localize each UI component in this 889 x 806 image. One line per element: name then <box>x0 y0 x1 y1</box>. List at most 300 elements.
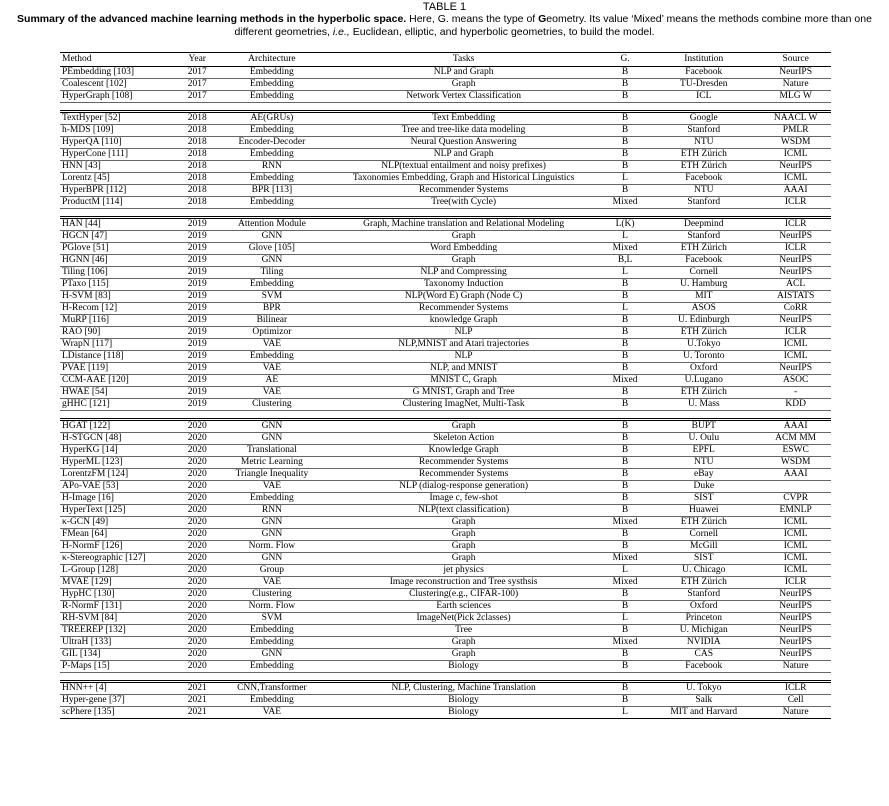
cell-tasks: Taxonomy Induction <box>324 279 603 291</box>
cell-source: ICML <box>760 517 831 529</box>
group-separator <box>60 103 831 112</box>
cell-source <box>760 481 831 493</box>
cell-architecture: Embedding <box>219 149 324 161</box>
cell-year: 2019 <box>175 218 219 231</box>
cell-geometry: B <box>603 279 647 291</box>
cell-institution: Cornell <box>647 529 760 541</box>
caption-part-2: eometry. Its value ‘Mixed’ means the methods combine more than one different geometries, <box>234 13 872 38</box>
cell-architecture: AE(GRUs) <box>219 112 324 125</box>
cell-year: 2019 <box>175 267 219 279</box>
cell-institution: Duke <box>647 481 760 493</box>
cell-geometry: L <box>603 565 647 577</box>
cell-institution: Facebook <box>647 661 760 673</box>
cell-tasks: NLP(text classification) <box>324 505 603 517</box>
cell-year: 2021 <box>175 707 219 719</box>
cell-year: 2020 <box>175 577 219 589</box>
cell-source: KDD <box>760 399 831 411</box>
cell-architecture: Embedding <box>219 661 324 673</box>
cell-institution: U.Tokyo <box>647 339 760 351</box>
cell-method: HyperBPR [112] <box>60 185 175 197</box>
cell-source: ICML <box>760 529 831 541</box>
cell-source: AISTATS <box>760 291 831 303</box>
table-row <box>60 481 831 493</box>
table-row <box>60 363 831 375</box>
cell-source: NeurIPS <box>760 267 831 279</box>
cell-method: HyperGraph [108] <box>60 91 175 103</box>
cell-source: ASOC <box>760 375 831 387</box>
cell-year: 2020 <box>175 517 219 529</box>
cell-institution: U. Toronto <box>647 351 760 363</box>
table-row <box>60 399 831 411</box>
cell-year: 2019 <box>175 291 219 303</box>
cell-geometry: B <box>603 420 647 433</box>
table-row <box>60 112 831 125</box>
table-row <box>60 173 831 185</box>
cell-tasks: Text Embedding <box>324 112 603 125</box>
separator-rule <box>60 673 831 682</box>
table-row <box>60 625 831 637</box>
cell-method: HGCN [47] <box>60 231 175 243</box>
cell-year: 2019 <box>175 327 219 339</box>
cell-institution: ICL <box>647 91 760 103</box>
cell-architecture: Embedding <box>219 695 324 707</box>
cell-architecture: Translational <box>219 445 324 457</box>
cell-method: H-SVM [83] <box>60 291 175 303</box>
cell-tasks: Clustering(e.g., CIFAR-100) <box>324 589 603 601</box>
cell-method: scPhere [135] <box>60 707 175 719</box>
cell-institution: EPFL <box>647 445 760 457</box>
cell-geometry: B <box>603 79 647 91</box>
cell-geometry: B <box>603 149 647 161</box>
cell-source: ICLR <box>760 577 831 589</box>
cell-method: HNN [43] <box>60 161 175 173</box>
cell-year: 2019 <box>175 315 219 327</box>
table-caption <box>0 0 889 39</box>
cell-institution: U.Lugano <box>647 375 760 387</box>
cell-source: NeurIPS <box>760 161 831 173</box>
cell-source: Cell <box>760 695 831 707</box>
table-row <box>60 267 831 279</box>
cell-method: P-Maps [15] <box>60 661 175 673</box>
cell-method: FMean [64] <box>60 529 175 541</box>
cell-method: LDistance [118] <box>60 351 175 363</box>
cell-year: 2020 <box>175 529 219 541</box>
cell-architecture: GNN <box>219 420 324 433</box>
cell-year: 2017 <box>175 91 219 103</box>
cell-source: NAACL W <box>760 112 831 125</box>
separator-rule <box>60 411 831 420</box>
cell-geometry: B <box>603 505 647 517</box>
table-row <box>60 218 831 231</box>
cell-geometry: B <box>603 399 647 411</box>
table-row <box>60 601 831 613</box>
cell-source: ACL <box>760 279 831 291</box>
cell-year: 2019 <box>175 375 219 387</box>
cell-tasks: NLP and Compressing <box>324 267 603 279</box>
cell-tasks: Recommender Systems <box>324 469 603 481</box>
cell-year: 2020 <box>175 565 219 577</box>
table-row <box>60 137 831 149</box>
cell-method: GIL [134] <box>60 649 175 661</box>
cell-institution: U. Edinburgh <box>647 315 760 327</box>
cell-year: 2018 <box>175 112 219 125</box>
cell-geometry: B <box>603 315 647 327</box>
cell-tasks: Graph <box>324 637 603 649</box>
cell-year: 2021 <box>175 695 219 707</box>
cell-year: 2020 <box>175 589 219 601</box>
cell-source: ACM MM <box>760 433 831 445</box>
cell-tasks: Graph <box>324 79 603 91</box>
cell-geometry: L <box>603 303 647 315</box>
table-row <box>60 303 831 315</box>
cell-geometry: B <box>603 601 647 613</box>
cell-year: 2017 <box>175 67 219 79</box>
cell-geometry: B <box>603 339 647 351</box>
table-row <box>60 279 831 291</box>
cell-institution: Facebook <box>647 67 760 79</box>
group-separator <box>60 411 831 420</box>
table-row <box>60 469 831 481</box>
cell-architecture: GNN <box>219 255 324 267</box>
cell-tasks: Graph <box>324 231 603 243</box>
table-row <box>60 505 831 517</box>
cell-method: APo-VAE [53] <box>60 481 175 493</box>
table-row <box>60 243 831 255</box>
cell-method: H-Recom [12] <box>60 303 175 315</box>
cell-institution: Stanford <box>647 197 760 209</box>
cell-year: 2020 <box>175 637 219 649</box>
table-row <box>60 553 831 565</box>
cell-architecture: AE <box>219 375 324 387</box>
cell-tasks: Tree and tree-like data modeling <box>324 125 603 137</box>
table-row <box>60 351 831 363</box>
cell-geometry: B <box>603 661 647 673</box>
cell-geometry: B <box>603 695 647 707</box>
cell-geometry: B <box>603 493 647 505</box>
cell-architecture: BPR <box>219 303 324 315</box>
cell-institution: CAS <box>647 649 760 661</box>
cell-tasks: jet physics <box>324 565 603 577</box>
cell-tasks: NLP (dialog-response generation) <box>324 481 603 493</box>
cell-architecture: Clustering <box>219 589 324 601</box>
cell-institution: Stanford <box>647 231 760 243</box>
cell-tasks: Recommender Systems <box>324 185 603 197</box>
cell-architecture: VAE <box>219 577 324 589</box>
cell-architecture: Embedding <box>219 493 324 505</box>
cell-source: Nature <box>760 79 831 91</box>
cell-institution: ETH Zürich <box>647 327 760 339</box>
cell-source: CoRR <box>760 303 831 315</box>
header-method: Method <box>60 53 175 67</box>
cell-method: HWAE [54] <box>60 387 175 399</box>
cell-method: PVAE [119] <box>60 363 175 375</box>
cell-method: h-MDS [109] <box>60 125 175 137</box>
cell-source: ICLR <box>760 243 831 255</box>
cell-year: 2018 <box>175 149 219 161</box>
cell-year: 2017 <box>175 79 219 91</box>
cell-institution: Facebook <box>647 173 760 185</box>
cell-institution: Oxford <box>647 601 760 613</box>
cell-method: R-NormF [131] <box>60 601 175 613</box>
table-row <box>60 682 831 695</box>
cell-tasks: Recommender Systems <box>324 457 603 469</box>
table-row <box>60 420 831 433</box>
separator-rule <box>60 103 831 112</box>
cell-geometry: B <box>603 445 647 457</box>
cell-tasks: MNIST C, Graph <box>324 375 603 387</box>
cell-tasks: knowledge Graph <box>324 315 603 327</box>
cell-source: WSDM <box>760 457 831 469</box>
cell-year: 2020 <box>175 541 219 553</box>
table-row <box>60 91 831 103</box>
cell-method: κ-Stereographic [127] <box>60 553 175 565</box>
cell-institution: ETH Zürich <box>647 161 760 173</box>
cell-year: 2020 <box>175 625 219 637</box>
cell-tasks: NLP,MNIST and Atari trajectories <box>324 339 603 351</box>
cell-geometry: Mixed <box>603 517 647 529</box>
cell-year: 2019 <box>175 303 219 315</box>
cell-source: NeurIPS <box>760 67 831 79</box>
cell-geometry: L <box>603 267 647 279</box>
cell-method: RAO [90] <box>60 327 175 339</box>
cell-source: ICML <box>760 173 831 185</box>
cell-architecture: Clustering <box>219 399 324 411</box>
cell-tasks: NLP, Clustering, Machine Translation <box>324 682 603 695</box>
cell-year: 2018 <box>175 185 219 197</box>
cell-source: ICLR <box>760 218 831 231</box>
cell-tasks: NLP(textual entailment and noisy prefixes) <box>324 161 603 173</box>
cell-architecture: Embedding <box>219 79 324 91</box>
table-row <box>60 589 831 601</box>
cell-architecture: GNN <box>219 529 324 541</box>
cell-geometry: B <box>603 137 647 149</box>
cell-geometry: Mixed <box>603 197 647 209</box>
cell-source: NeurIPS <box>760 613 831 625</box>
cell-source: ICML <box>760 339 831 351</box>
cell-institution: Deepmind <box>647 218 760 231</box>
cell-architecture: Triangle Inequality <box>219 469 324 481</box>
caption-part-3: Euclidean, elliptic, and hyperbolic geometries, to build the model. <box>349 26 655 38</box>
cell-method: ProductM [114] <box>60 197 175 209</box>
cell-tasks: Graph <box>324 541 603 553</box>
cell-geometry: B,L <box>603 255 647 267</box>
cell-institution: U. Michigan <box>647 625 760 637</box>
cell-tasks: Earth sciences <box>324 601 603 613</box>
cell-source: ICML <box>760 553 831 565</box>
cell-architecture: RNN <box>219 505 324 517</box>
separator-rule <box>60 209 831 218</box>
cell-year: 2020 <box>175 601 219 613</box>
cell-architecture: GNN <box>219 517 324 529</box>
table-row <box>60 457 831 469</box>
cell-method: MVAE [129] <box>60 577 175 589</box>
cell-institution: ASOS <box>647 303 760 315</box>
cell-architecture: Embedding <box>219 125 324 137</box>
cell-geometry: L <box>603 173 647 185</box>
cell-year: 2018 <box>175 161 219 173</box>
cell-institution: BUPT <box>647 420 760 433</box>
cell-tasks: Biology <box>324 707 603 719</box>
cell-architecture: Embedding <box>219 67 324 79</box>
table-body <box>60 67 831 719</box>
cell-geometry: B <box>603 327 647 339</box>
cell-architecture: Encoder-Decoder <box>219 137 324 149</box>
cell-method: Lorentz [45] <box>60 173 175 185</box>
table-row <box>60 577 831 589</box>
cell-tasks: ImageNet(Pick 2classes) <box>324 613 603 625</box>
cell-tasks: NLP and Graph <box>324 149 603 161</box>
cell-year: 2020 <box>175 481 219 493</box>
cell-method: H-STGCN [48] <box>60 433 175 445</box>
cell-tasks: Clustering ImagNet, Multi-Task <box>324 399 603 411</box>
cell-method: HyperKG [14] <box>60 445 175 457</box>
cell-geometry: B <box>603 161 647 173</box>
cell-year: 2020 <box>175 649 219 661</box>
cell-geometry: B <box>603 625 647 637</box>
cell-architecture: GNN <box>219 433 324 445</box>
cell-institution: eBay <box>647 469 760 481</box>
cell-source: ICLR <box>760 327 831 339</box>
header-institution: Institution <box>647 53 760 67</box>
cell-method: PEmbedding [103] <box>60 67 175 79</box>
cell-institution: Facebook <box>647 255 760 267</box>
cell-institution: McGill <box>647 541 760 553</box>
cell-geometry: Mixed <box>603 375 647 387</box>
cell-geometry: B <box>603 125 647 137</box>
cell-geometry: B <box>603 529 647 541</box>
cell-year: 2021 <box>175 682 219 695</box>
header-tasks: Tasks <box>324 53 603 67</box>
cell-year: 2019 <box>175 363 219 375</box>
cell-tasks: NLP <box>324 327 603 339</box>
cell-architecture: Norm. Flow <box>219 601 324 613</box>
cell-architecture: GNN <box>219 553 324 565</box>
cell-institution: U. Tokyo <box>647 682 760 695</box>
cell-architecture: Attention Module <box>219 218 324 231</box>
caption-bold: Summary of the advanced machine learning methods in the hyperbolic space. <box>17 13 407 25</box>
cell-method: LorentzFM [124] <box>60 469 175 481</box>
cell-method: TextHyper [52] <box>60 112 175 125</box>
cell-geometry: B <box>603 433 647 445</box>
cell-method: Tiling [106] <box>60 267 175 279</box>
cell-architecture: RNN <box>219 161 324 173</box>
table-row <box>60 255 831 267</box>
cell-architecture: Glove [105] <box>219 243 324 255</box>
cell-source: NeurIPS <box>760 601 831 613</box>
cell-architecture: VAE <box>219 707 324 719</box>
cell-year: 2020 <box>175 457 219 469</box>
cell-geometry: B <box>603 91 647 103</box>
cell-geometry: Mixed <box>603 637 647 649</box>
cell-geometry: B <box>603 67 647 79</box>
cell-geometry: L(K) <box>603 218 647 231</box>
cell-source: ICLR <box>760 197 831 209</box>
table-row <box>60 291 831 303</box>
cell-method: HyperQA [110] <box>60 137 175 149</box>
cell-architecture: Embedding <box>219 279 324 291</box>
cell-geometry: B <box>603 649 647 661</box>
cell-tasks: Image reconstruction and Tree systhsis <box>324 577 603 589</box>
group-separator <box>60 209 831 218</box>
table-number: TABLE 1 <box>422 1 467 13</box>
cell-architecture: Embedding <box>219 625 324 637</box>
cell-geometry: B <box>603 112 647 125</box>
table-row <box>60 315 831 327</box>
cell-source: ESWC <box>760 445 831 457</box>
cell-architecture: Metric Learning <box>219 457 324 469</box>
cell-method: HyperText [125] <box>60 505 175 517</box>
cell-institution: TU-Dresden <box>647 79 760 91</box>
cell-institution: MIT <box>647 291 760 303</box>
cell-year: 2020 <box>175 505 219 517</box>
cell-source: EMNLP <box>760 505 831 517</box>
cell-method: RH-SVM [84] <box>60 613 175 625</box>
header-year: Year <box>175 53 219 67</box>
cell-source: ICML <box>760 149 831 161</box>
cell-tasks: Graph <box>324 517 603 529</box>
cell-source: NeurIPS <box>760 255 831 267</box>
table-row <box>60 613 831 625</box>
cell-year: 2019 <box>175 351 219 363</box>
table-row <box>60 517 831 529</box>
table-row <box>60 125 831 137</box>
cell-method: H-Image [16] <box>60 493 175 505</box>
cell-year: 2018 <box>175 173 219 185</box>
cell-institution: NVIDIA <box>647 637 760 649</box>
cell-institution: ETH Zürich <box>647 577 760 589</box>
cell-geometry: B <box>603 351 647 363</box>
table-row <box>60 433 831 445</box>
cell-method: HGAT [122] <box>60 420 175 433</box>
cell-year: 2019 <box>175 255 219 267</box>
cell-geometry: Mixed <box>603 577 647 589</box>
cell-architecture: BPR [113] <box>219 185 324 197</box>
cell-institution: U. Mass <box>647 399 760 411</box>
cell-tasks: NLP(Word E) Graph (Node C) <box>324 291 603 303</box>
cell-method: MuRP [116] <box>60 315 175 327</box>
cell-source: AAAI <box>760 420 831 433</box>
cell-institution: ETH Zürich <box>647 517 760 529</box>
cell-architecture: SVM <box>219 291 324 303</box>
cell-institution: Stanford <box>647 125 760 137</box>
cell-source: ICML <box>760 565 831 577</box>
cell-architecture: Embedding <box>219 197 324 209</box>
caption-text <box>0 13 889 39</box>
cell-tasks: Graph <box>324 529 603 541</box>
cell-source: AAAI <box>760 469 831 481</box>
cell-institution: Cornell <box>647 267 760 279</box>
cell-method: Hyper-gene [37] <box>60 695 175 707</box>
cell-tasks: Recommender Systems <box>324 303 603 315</box>
table-header-row <box>60 53 831 67</box>
cell-source: NeurIPS <box>760 231 831 243</box>
cell-source: Nature <box>760 661 831 673</box>
cell-method: HypHC [130] <box>60 589 175 601</box>
cell-tasks: Tree <box>324 625 603 637</box>
cell-year: 2019 <box>175 279 219 291</box>
cell-tasks: Graph <box>324 255 603 267</box>
cell-geometry: L <box>603 231 647 243</box>
cell-source: ICML <box>760 351 831 363</box>
cell-method: CCM-AAE [120] <box>60 375 175 387</box>
cell-architecture: Tiling <box>219 267 324 279</box>
cell-architecture: GNN <box>219 231 324 243</box>
cell-method: WrapN [117] <box>60 339 175 351</box>
cell-institution: Salk <box>647 695 760 707</box>
cell-institution: ETH Zürich <box>647 387 760 399</box>
cell-source: AAAI <box>760 185 831 197</box>
cell-year: 2020 <box>175 613 219 625</box>
